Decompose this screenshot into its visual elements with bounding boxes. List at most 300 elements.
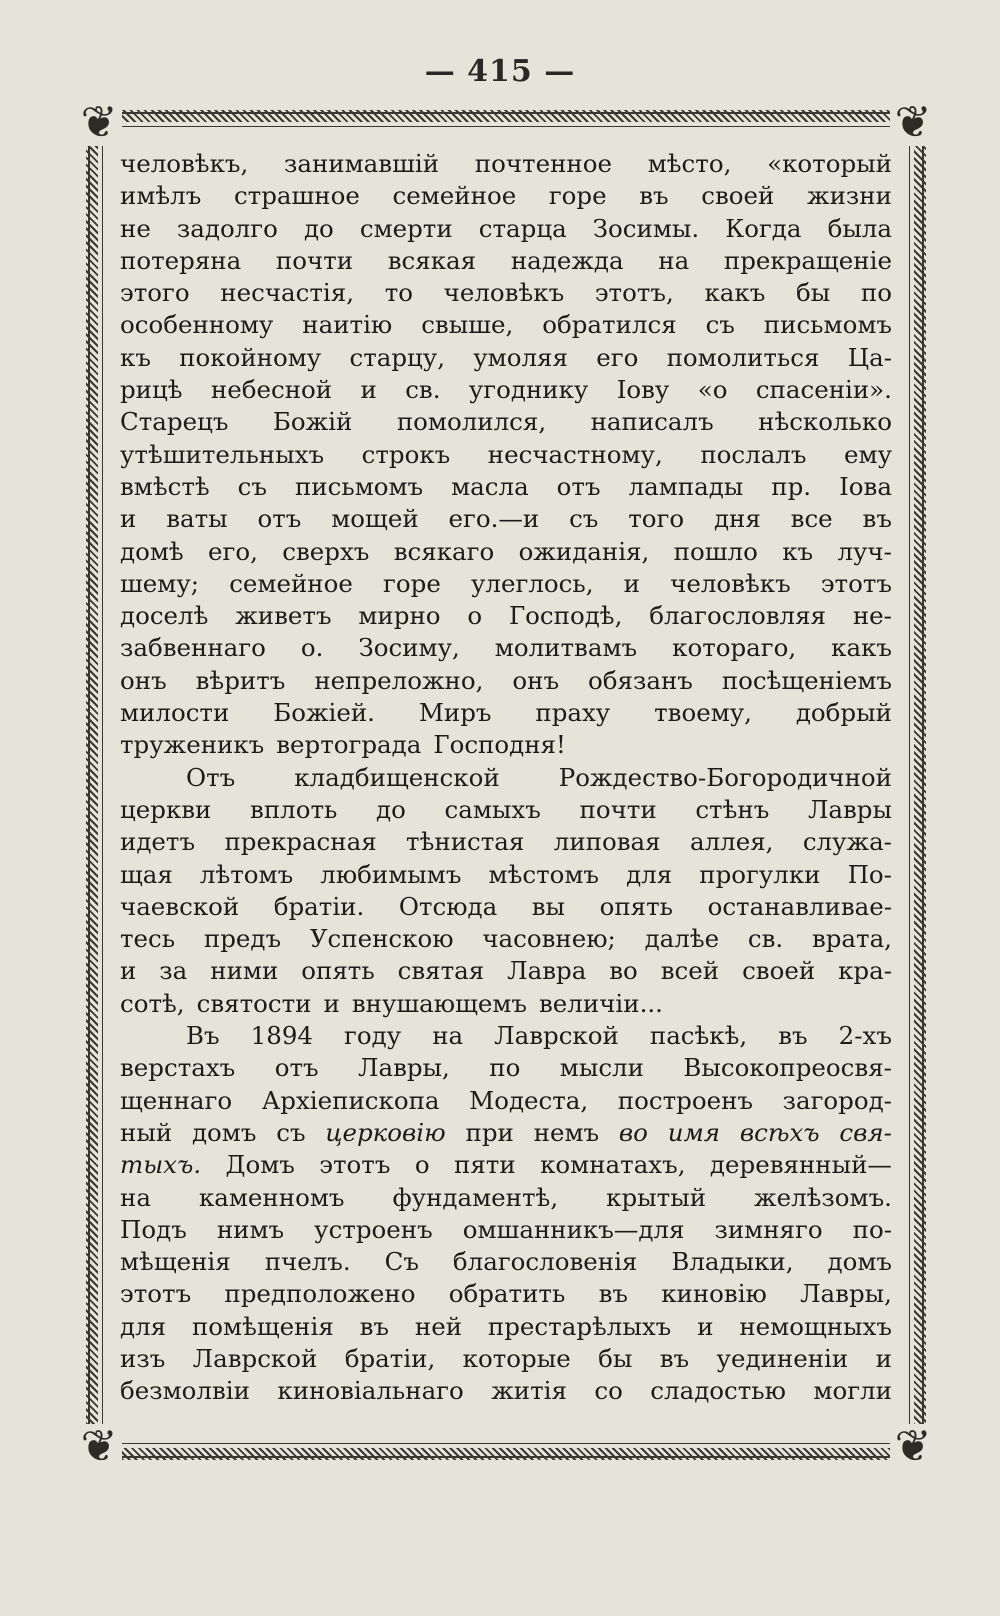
word: домъ (191, 1117, 257, 1147)
word: на (120, 1182, 151, 1212)
word: ваты (166, 504, 228, 534)
word: желѣзомъ. (754, 1182, 892, 1212)
word: лампады (628, 471, 744, 501)
word: нимъ (216, 1214, 285, 1244)
word: была (827, 213, 892, 243)
word: непреложно, (314, 665, 484, 695)
word: верстахъ (120, 1053, 236, 1083)
word: его (596, 342, 639, 372)
word: все (790, 504, 833, 534)
fleuron-corner-icon: ❦ (76, 100, 122, 146)
word: величіи... (539, 988, 663, 1018)
word: Іова (839, 471, 892, 501)
word: и (323, 988, 340, 1018)
word: этотъ, (594, 278, 674, 308)
word: покойному (179, 342, 322, 372)
word: и (875, 1343, 892, 1373)
word: по (860, 278, 892, 308)
word: горе (548, 181, 607, 211)
word: Лавры (807, 794, 892, 824)
word: сверхъ (282, 536, 370, 566)
word: Господѣ, (508, 601, 623, 631)
word: могли (813, 1376, 892, 1406)
word: онъ (512, 665, 560, 695)
word: церкви (120, 794, 212, 824)
word: Лаврской (494, 1021, 619, 1051)
word: уединеніи (716, 1343, 849, 1373)
word: страшное (233, 181, 360, 211)
text-line (120, 923, 892, 955)
word: лѣтомъ (199, 859, 294, 889)
word: служа- (802, 827, 892, 857)
word: помолился, (396, 407, 547, 437)
text-line (120, 1214, 892, 1246)
word: рицѣ (120, 375, 183, 405)
word: вы (531, 891, 566, 921)
word: къ (120, 342, 151, 372)
word: въ (862, 504, 892, 534)
text-line (120, 1375, 892, 1407)
word: имѣлъ (120, 181, 202, 211)
text-line (120, 1085, 892, 1117)
word: тыхъ. (120, 1150, 202, 1180)
word: мощей (331, 504, 419, 534)
word: Подъ (120, 1214, 187, 1244)
word: пошло (673, 536, 758, 566)
word: во (618, 1117, 648, 1147)
text-line (120, 245, 892, 277)
word: Старецъ (120, 407, 229, 437)
text-line (120, 213, 892, 245)
word: Лаврской (192, 1343, 318, 1373)
word: не- (852, 601, 892, 631)
word: внушающемъ (351, 988, 528, 1018)
word: вмѣстѣ (120, 471, 210, 501)
word: врата, (811, 924, 892, 954)
word: мѣсто, (647, 149, 732, 178)
word: Высокопреосвя- (683, 1053, 892, 1083)
word: пяти (454, 1150, 516, 1180)
word: немъ (533, 1117, 600, 1147)
word: ожиданія, (518, 536, 650, 566)
word: въ (778, 1021, 808, 1051)
word: братіи, (344, 1343, 436, 1373)
text-line (120, 439, 892, 471)
body-text (120, 148, 892, 1408)
word: липовая (553, 827, 661, 857)
word: немощныхъ (739, 1311, 892, 1341)
word: за (159, 956, 188, 986)
word: прогулки (699, 859, 821, 889)
fleuron-corner-icon: ❦ (76, 1424, 122, 1470)
word: аллея, (689, 827, 774, 857)
word: забвеннаго (120, 633, 266, 663)
word: святости (196, 988, 312, 1018)
text-line (120, 600, 892, 632)
word: небесной (210, 375, 333, 405)
word: Отъ (186, 762, 236, 792)
word: ними (210, 956, 279, 986)
word: тѣнистая (406, 827, 525, 857)
word: домѣ (120, 536, 184, 566)
word: домъ (827, 1247, 892, 1277)
word: сладостью (650, 1376, 786, 1406)
word: житія (491, 1376, 567, 1406)
text-line (120, 891, 892, 923)
word: спасеніи». (755, 375, 892, 405)
word: онъ (120, 665, 167, 695)
word: Въ (186, 1021, 220, 1051)
word: для (120, 1311, 167, 1341)
word: вѣритъ (195, 665, 286, 695)
word: чаевской (120, 891, 240, 921)
word: по (489, 1053, 521, 1083)
word: для (626, 859, 673, 889)
word: къ (782, 536, 814, 566)
word: кладбищенской (294, 762, 500, 792)
text-line (120, 1182, 892, 1214)
word: По- (847, 859, 892, 889)
fleuron-corner-icon: ❦ (890, 100, 936, 146)
word: обратился (542, 310, 677, 340)
word: со (594, 1376, 623, 1406)
word: умоляя (473, 342, 568, 372)
word: потеряна (120, 245, 242, 275)
word: его.—и (448, 504, 540, 534)
word: щая (120, 859, 173, 889)
word: изъ (120, 1343, 166, 1373)
word: этого (120, 278, 190, 308)
text-line (120, 277, 892, 309)
word: братіи. (273, 891, 365, 921)
word: нѣсколько (758, 407, 892, 437)
word: въ (639, 181, 669, 211)
word: киновію (661, 1279, 767, 1309)
word: и (120, 504, 137, 534)
word: отъ (274, 1053, 319, 1083)
text-line (120, 536, 892, 568)
word: смерти (359, 213, 453, 243)
page-number: — 415 — (424, 54, 576, 89)
word: омшанникъ—для (462, 1214, 685, 1244)
word: ней (414, 1311, 463, 1341)
word: святая (397, 956, 485, 986)
word: Ца- (847, 342, 892, 372)
word: то (384, 278, 413, 308)
word: часовнею; (482, 924, 616, 954)
word: своей (742, 956, 816, 986)
word: жизни (807, 181, 892, 211)
word: Господня! (433, 730, 566, 760)
word: и (623, 568, 640, 598)
word: во (609, 956, 638, 986)
word: надежда (510, 245, 624, 275)
word: доселѣ (120, 601, 209, 631)
word: старцу, (349, 342, 445, 372)
word: старца (478, 213, 567, 243)
word: киновіальнаго (277, 1376, 464, 1406)
word: Когда (725, 213, 802, 243)
word: улеглось, (471, 568, 594, 598)
word: послалъ (700, 439, 807, 469)
word: до (376, 794, 406, 824)
word: Лавры, (800, 1279, 892, 1309)
word: горе (383, 568, 441, 598)
word: занимавшій (284, 149, 440, 178)
word: несчастія, (220, 278, 355, 308)
word: мирно (358, 601, 441, 631)
word: загород- (782, 1085, 892, 1115)
word: свыше, (421, 310, 514, 340)
word: опять (301, 956, 375, 986)
word: луч- (837, 536, 892, 566)
word: мѣщенія (120, 1247, 231, 1277)
word: устроенъ (314, 1214, 433, 1244)
word: особенному (120, 310, 274, 340)
word: труженикъ (120, 730, 265, 760)
word: Зосимы. (592, 213, 700, 243)
word: съ (569, 504, 599, 534)
text-line (120, 1052, 892, 1084)
word: о (414, 1150, 430, 1180)
word: почти (579, 794, 657, 824)
word: которые (462, 1343, 571, 1373)
word: ему (844, 439, 892, 469)
word: предъ (203, 924, 282, 954)
fleuron-corner-icon: ❦ (890, 1424, 936, 1470)
word: угоднику (468, 375, 589, 405)
word: не (120, 213, 151, 243)
word: Лавры, (358, 1053, 450, 1083)
text-line (120, 471, 892, 503)
word: посѣщеніемъ (721, 665, 892, 695)
word: о. (300, 633, 324, 663)
text-line (120, 503, 892, 535)
word: письмомъ (763, 310, 892, 340)
word: св. (747, 924, 784, 954)
word: обратить (448, 1279, 566, 1309)
word: св. (405, 375, 441, 405)
word: Рождество-Богородичной (558, 762, 892, 792)
word: вплоть (250, 794, 338, 824)
word: того (628, 504, 685, 534)
text-line (120, 794, 892, 826)
word: этотъ (319, 1150, 391, 1180)
word: въ (598, 1279, 628, 1309)
word: Владыки, (671, 1247, 794, 1277)
word: человѣкъ (443, 278, 565, 308)
word: Съ (384, 1247, 419, 1277)
word: имя (667, 1117, 721, 1147)
word: и (120, 956, 137, 986)
word: въ (659, 1343, 690, 1373)
word: обязанъ (588, 665, 693, 695)
word: съ (237, 471, 267, 501)
word: добрый (795, 698, 892, 728)
word: фундаментѣ, (392, 1182, 559, 1212)
word: до (303, 213, 334, 243)
word: почтенное (474, 149, 612, 178)
word: отъ (556, 471, 601, 501)
word: почти (275, 245, 354, 275)
word: при (465, 1117, 514, 1147)
text-line (120, 180, 892, 212)
word: помолиться (666, 342, 820, 372)
word: его, (208, 536, 258, 566)
word: написалъ (590, 407, 714, 437)
word: бы (795, 278, 831, 308)
word: и (697, 1311, 714, 1341)
word: своей (701, 181, 775, 211)
text-line (120, 406, 892, 438)
word: построенъ (617, 1085, 754, 1115)
word: семейное (229, 568, 353, 598)
word: Іову (616, 375, 670, 405)
text-line (120, 1149, 892, 1181)
word: Модеста, (469, 1085, 589, 1115)
word: отъ (257, 504, 302, 534)
word: Успенскою (309, 924, 454, 954)
word: деревянный— (709, 1150, 892, 1180)
text-line (120, 1246, 892, 1278)
word: Лавра (507, 956, 587, 986)
word: съ (276, 1117, 306, 1147)
word: масла (451, 471, 529, 501)
text-line (120, 1311, 892, 1343)
word: мѣстомъ (488, 859, 600, 889)
word: безмолвіи (120, 1376, 250, 1406)
word: комнатахъ, (540, 1150, 686, 1180)
word: письмомъ (294, 471, 424, 501)
word: Зосиму, (358, 633, 460, 663)
word: пчелъ. (264, 1247, 351, 1277)
word: этотъ (120, 1279, 192, 1309)
text-line (120, 762, 892, 794)
word: котораго, (672, 633, 797, 663)
text-line (120, 1278, 892, 1310)
word: на (658, 245, 690, 275)
word: прекрасная (224, 827, 377, 857)
word: всякая (387, 245, 477, 275)
word: молитвамъ (494, 633, 638, 663)
word: щеннаго (120, 1085, 233, 1115)
word: «который (767, 149, 892, 178)
word: несчастному, (487, 439, 663, 469)
word: мысли (559, 1053, 644, 1083)
word: и (360, 375, 377, 405)
word: какъ (704, 278, 766, 308)
word: какъ (831, 633, 892, 663)
word: твоему, (654, 698, 752, 728)
word: самыхъ (444, 794, 541, 824)
word: задолго (176, 213, 278, 243)
word: далѣе (644, 924, 720, 954)
word: по- (852, 1214, 892, 1244)
word: свя- (839, 1117, 892, 1147)
text-line (120, 1343, 892, 1375)
text-line (120, 697, 892, 729)
word: строкъ (361, 439, 451, 469)
text-line (120, 665, 892, 697)
word: тесь (120, 924, 176, 954)
word: человѣкъ (670, 568, 791, 598)
word: стѣнъ (695, 794, 770, 824)
word: Домъ (225, 1150, 295, 1180)
word: человѣкъ, (120, 149, 249, 178)
text-line (120, 374, 892, 406)
word: наитію (302, 310, 393, 340)
text-line (120, 1117, 892, 1149)
word: предположено (224, 1279, 416, 1309)
text-line (120, 988, 892, 1020)
word: останавливае- (707, 891, 892, 921)
word: всякаго (393, 536, 495, 566)
word: благословенія (452, 1247, 638, 1277)
text-line (120, 342, 892, 374)
text-line (120, 632, 892, 664)
word: крытый (606, 1182, 707, 1212)
word: пасѣкѣ, (649, 1021, 748, 1051)
word: престарѣлыхъ (487, 1311, 672, 1341)
text-line (120, 309, 892, 341)
word: всей (660, 956, 720, 986)
word: бы (598, 1343, 633, 1373)
text-line (120, 568, 892, 600)
text-line (120, 729, 892, 761)
word: пр. (771, 471, 812, 501)
word: Архіепископа (261, 1085, 440, 1115)
word: о (467, 601, 483, 631)
word: этотъ (820, 568, 892, 598)
text-line (120, 1020, 892, 1052)
word: Божіей. (273, 698, 375, 728)
word: прекращеніе (723, 245, 892, 275)
word: опять (599, 891, 674, 921)
word: помѣщенія (191, 1311, 334, 1341)
word: Миръ (418, 698, 492, 728)
word: каменномъ (198, 1182, 345, 1212)
word: 2-хъ (838, 1021, 892, 1051)
text-line (120, 826, 892, 858)
word: утѣшительныхъ (120, 439, 325, 469)
word: съ (705, 310, 735, 340)
word: Божій (272, 407, 353, 437)
word: идетъ (120, 827, 196, 857)
word: кра- (838, 956, 892, 986)
word: вертограда (276, 730, 422, 760)
word: Отсюда (398, 891, 498, 921)
word: сотѣ, (120, 988, 185, 1018)
word: праху (535, 698, 611, 728)
word: семейное (392, 181, 517, 211)
word: 1894 (250, 1021, 313, 1051)
word: дня (713, 504, 761, 534)
word: живетъ (235, 601, 332, 631)
word: благословляя (649, 601, 827, 631)
text-line (120, 955, 892, 987)
word: году (344, 1021, 402, 1051)
word: милости (120, 698, 230, 728)
text-line (120, 148, 892, 180)
word: въ (359, 1311, 390, 1341)
word: церковію (325, 1117, 446, 1147)
word: «о (697, 375, 728, 405)
word: шему; (120, 568, 200, 598)
word: ный (120, 1117, 173, 1147)
word: всѣхъ (739, 1117, 820, 1147)
word: любимымъ (320, 859, 462, 889)
word: зимняго (714, 1214, 823, 1244)
